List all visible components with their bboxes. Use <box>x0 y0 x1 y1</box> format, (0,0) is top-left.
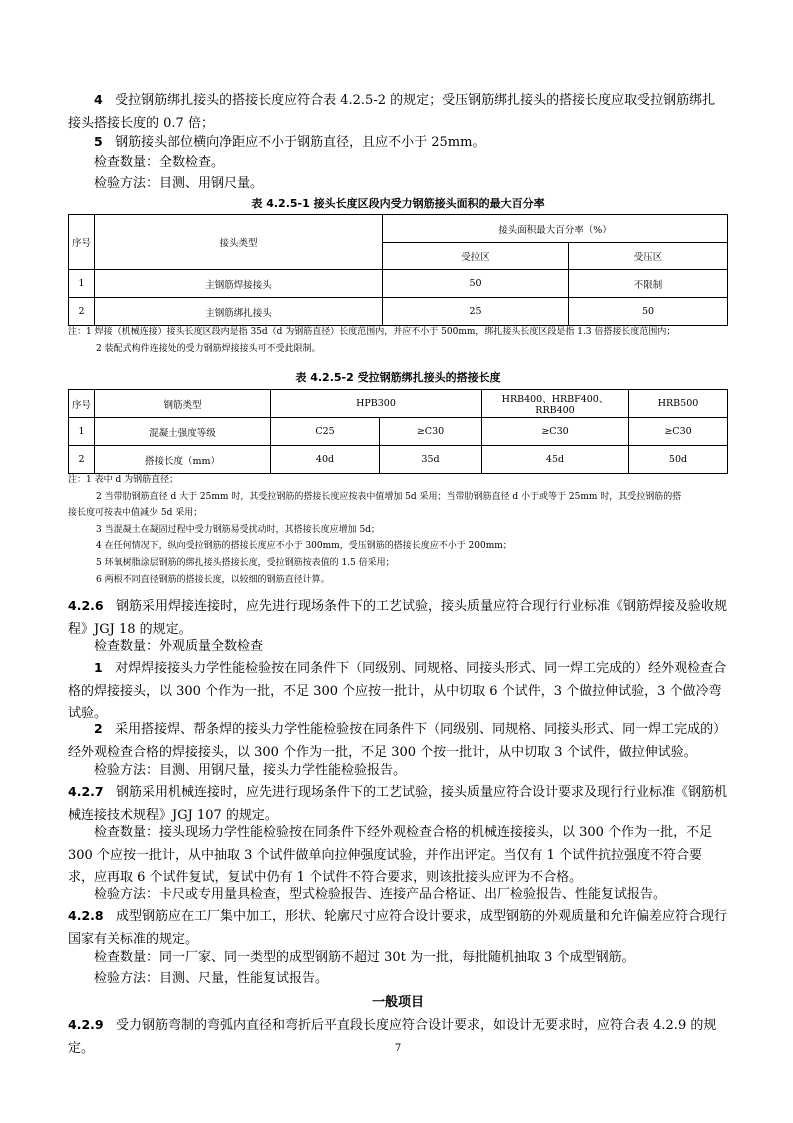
table1-header-compression: 受压区 <box>569 243 728 270</box>
table-note: 注：1 焊接（机械连接）接头长度区段内是指 35d（d 为钢筋直径）长度范围内，并应不小于 500mm，绑扎接头长度区段是指 1.3 倍搭接长度范围内； <box>68 327 676 337</box>
clause-4-2-6 <box>68 595 728 641</box>
clause-number: 4.2.9 <box>68 1017 104 1032</box>
table-cell: 不限制 <box>569 270 728 298</box>
table-note: 2 装配式构件连接处的受力钢筋焊接接头可不受此限制。 <box>96 343 321 354</box>
table-cell: C25 <box>271 418 380 446</box>
table-note: 3 当混凝土在凝固过程中受力钢筋易受扰动时，其搭接长度应增加 5d； <box>96 524 380 535</box>
clause-4-paragraph <box>68 89 728 135</box>
clause-text: 对焊焊接接头力学性能检验按在同条件下（同级别、同规格、同接头形式、同一焊工完成的）经外观检查合格的焊接接头，以 300 个作为一批，不足 300 个应按一批计，从中切取 6 个试件，3 个做拉伸试验，3 个做冷弯试验。 <box>68 661 727 721</box>
check-quantity-text: 检查数量：全数检查。 <box>94 155 225 170</box>
table-note: 接长度可按表中值减少 5d 采用； <box>68 508 203 519</box>
table1-row <box>69 298 728 326</box>
table1-header-percentage: 接头面积最大百分率（%） <box>383 215 728 243</box>
check-method-text: 检验方法：目测、尺量，性能复试报告。 <box>94 971 329 986</box>
section-heading: 一般项目 <box>371 995 424 1010</box>
table-cell: 50 <box>383 270 569 298</box>
clause-text: 受力钢筋弯制的弯弧内直径和弯折后平直段长度应符合设计要求，如设计无要求时，应符合表 4.2.9 的规定。 <box>68 1018 717 1056</box>
table-note: 注：1 表中 d 为钢筋直径； <box>68 475 179 485</box>
table1-header-tension: 受拉区 <box>383 243 569 270</box>
clause-4-2-6-item-2 <box>68 718 728 764</box>
table2 <box>68 389 728 474</box>
clause-text: 采用搭接焊、帮条焊的接头力学性能检验按在同条件下（同级别、同规格、同接头形式、同一焊工完成的）经外观检查合格的焊接接头，以 300 个作为一批，不足 300 个按一批计，从中切取 3 个试件，做拉伸试验。 <box>68 722 727 760</box>
table-cell: 混凝土强度等级 <box>95 418 271 446</box>
table2-caption: 表 4.2.5-2 受拉钢筋绑扎接头的搭接长度 <box>295 371 501 384</box>
check-method-text: 检验方法：目测、用钢尺量。 <box>94 176 264 191</box>
table2-header-seq: 序号 <box>69 390 95 418</box>
clause-number: 4.2.6 <box>68 598 104 613</box>
clause-number: 1 <box>94 660 103 675</box>
clause-text: 钢筋采用机械连接时，应先进行现场条件下的工艺试验，接头质量应符合设计要求及现行行业标准《钢筋机械连接技术规程》JGJ 107 的规定。 <box>68 785 728 823</box>
table-cell: 50 <box>569 298 728 326</box>
table-cell: 50d <box>629 446 728 474</box>
table-cell: 主钢筋绑扎接头 <box>95 298 383 326</box>
table-cell: ≥C30 <box>482 418 629 446</box>
table1 <box>68 214 728 326</box>
clause-5-paragraph <box>68 131 728 155</box>
table-note: 5 环氧树脂涂层钢筋的绑扎接头搭接长度，受拉钢筋按表值的 1.5 倍采用； <box>96 557 395 568</box>
clause-number: 5 <box>94 134 103 149</box>
check-quantity-text: 检查数量：同一厂家、同一类型的成型钢筋不超过 30t 为一批，每批随机抽取 3 个成型钢筋。 <box>94 950 635 965</box>
clause-number: 4.2.7 <box>68 784 104 799</box>
table2-row <box>69 446 728 474</box>
table2-row <box>69 418 728 446</box>
table-note: 4 在任何情况下，纵向受拉钢筋的搭接长度应不小于 300mm，受压钢筋的搭接长度应不小于 200mm； <box>96 541 512 552</box>
clause-4-2-6-item-1 <box>68 657 728 726</box>
table-note: 2 当带肋钢筋直径 d 大于 25mm 时，其受拉钢筋的搭接长度应按表中值增加 5d 采用；当带肋钢筋直径 d 小于或等于 25mm 时，其受拉钢筋的搭 <box>96 491 682 502</box>
table-cell: 1 <box>69 418 95 446</box>
table-cell: 主钢筋焊接接头 <box>95 270 383 298</box>
check-quantity-text: 检查数量：外观质量全数检查 <box>94 639 264 654</box>
table-cell: ≥C30 <box>380 418 482 446</box>
check-method-text: 检验方法：卡尺或专用量具检查，型式检验报告、连接产品合格证、出厂检验报告、性能复试报告。 <box>94 887 667 902</box>
table-cell: 2 <box>69 298 95 326</box>
table-cell: 25 <box>383 298 569 326</box>
table-cell: 45d <box>482 446 629 474</box>
table1-notes <box>68 324 728 357</box>
clause-number: 2 <box>94 721 103 736</box>
check-method-text: 检验方法：目测、用钢尺量，接头力学性能检验报告。 <box>94 763 407 778</box>
table2-header-hpb300: HPB300 <box>271 390 482 418</box>
clause-4-2-8 <box>68 905 728 951</box>
table2-header-type: 钢筋类型 <box>95 390 271 418</box>
clause-text: 钢筋接头部位横向净距应不小于钢筋直径，且应不小于 25mm。 <box>115 135 486 150</box>
table-note: 6 两根不同直径钢筋的搭接长度，以较细的钢筋直径计算。 <box>96 574 330 585</box>
clause-text: 受拉钢筋绑扎接头的搭接长度应符合表 4.2.5-2 的规定；受压钢筋绑扎接头的搭接长度应取受拉钢筋绑扎接头搭接长度的 0.7 倍； <box>68 93 716 131</box>
table2-header-hrb400: HRB400、HRBF400、RRB400 <box>482 390 629 418</box>
clause-text: 钢筋采用焊接连接时，应先进行现场条件下的工艺试验，接头质量应符合现行行业标准《钢筋焊接及验收规程》JGJ 18 的规定。 <box>68 599 728 637</box>
table-cell: 搭接长度（mm） <box>95 446 271 474</box>
clause-text: 成型钢筋应在工厂集中加工，形状、轮廓尺寸应符合设计要求，成型钢筋的外观质量和允许偏差应符合现行国家有关标准的规定。 <box>68 909 728 947</box>
table-cell: 40d <box>271 446 380 474</box>
table1-header-type: 接头类型 <box>95 215 383 270</box>
table-cell: 2 <box>69 446 95 474</box>
clause-number: 4.2.8 <box>68 908 104 923</box>
table1-row <box>69 270 728 298</box>
check-quantity-text: 检查数量：接头现场力学性能检验按在同条件下经外观检查合格的机械连接接头，以 300 个作为一批，不足 300 个应按一批计，从中抽取 3 个试件做单向拉伸强度试验，并作出评定。当仅有 1 个试件抗拉强度不符合要求，应再取 6 个试件复试，复试中仍有 1 个试件不符合要求，则该批接头应评为不合格。 <box>68 825 713 885</box>
table1-header-seq: 序号 <box>69 215 95 270</box>
table-cell: 35d <box>380 446 482 474</box>
table2-header-hrb500: HRB500 <box>629 390 728 418</box>
table-cell: ≥C30 <box>629 418 728 446</box>
page-number: 7 <box>394 1043 402 1054</box>
clause-4-2-7 <box>68 781 728 827</box>
table-cell: 1 <box>69 270 95 298</box>
table2-notes <box>68 472 728 588</box>
table1-caption: 表 4.2.5-1 接头长度区段内受力钢筋接头面积的最大百分率 <box>251 197 545 210</box>
clause-number: 4 <box>94 92 103 107</box>
